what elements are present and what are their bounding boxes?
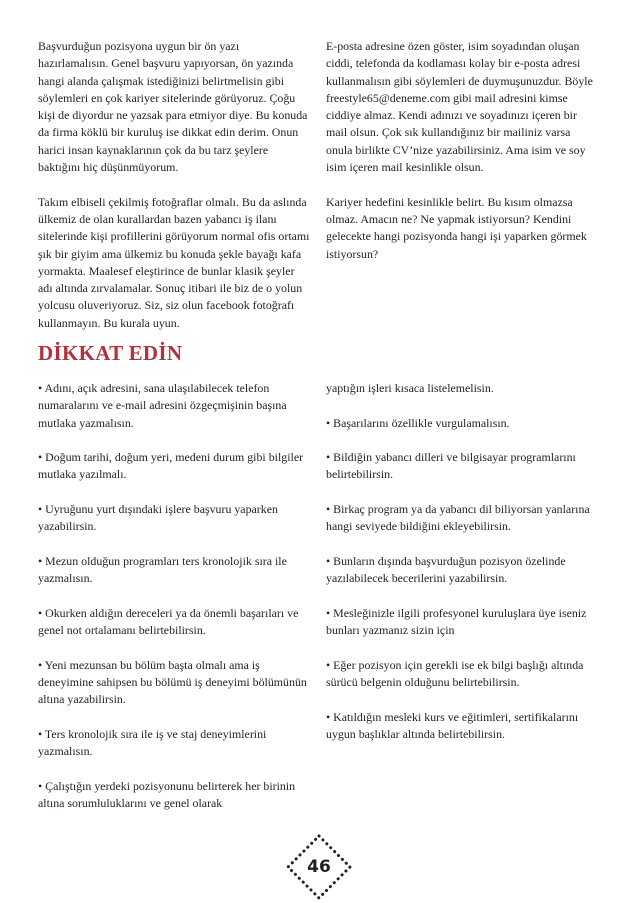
paragraph-cover-letter: Başvurduğun pozisyona uygun bir ön yazı hazırlamalısın. Genel başvuru yapıyorsan, ön yazında hangi alanda çalışmak istediğinizi belirtmelisin gibi söylemleri en çok kariyer sitelerinde görüyoruz. Çoğu kişi de diyordur ne yazsak para etmiyor diye. Bu konuda da firma köklü bir kuruluş ise dikkat edin derim. Onun harici insan kaynaklarının çok da bu tarz şeylere baktığını hiç düşünmüyorum. [38, 39, 308, 175]
list-item: • Bildiğin yabancı dilleri ve bilgisayar programlarını belirtebilirsin. [326, 450, 576, 482]
list-item: • Çalıştığın yerdeki pozisyonunu belirterek her birinin altına sorumluluklarını ve genel olarak [38, 778, 296, 811]
list-item: • Ters kronolojik sıra ile iş ve staj deneyimlerini yazmalısın. [38, 726, 267, 759]
list-item: • Doğum tarihi, doğum yeri, medeni durum gibi bilgiler mutlaka yazılmalı. [38, 450, 304, 482]
paragraph-photo: Takım elbiseli çekilmiş fotoğraflar olmalı. Bu da aslında ülkemiz de olan kurallardan bazen yabancı iş ilanı sitelerinde kişi profillerini görüyorum normal ofis ortamı şık bir giyim ama ülkemiz bu konuda şekle bayağı kafa yormakta. Maalesef eleştirince de bunlar klasik şeyler adı altında zırvalamalar. Sonuç itibari ile biz de o yolun yolcusu oluveriyoruz. Siz, siz olun facebook fotoğrafı kullanmayın. Bu kurala uyun. [38, 194, 310, 330]
page-number: 46 [307, 857, 331, 877]
list-item: • Uyruğunu yurt dışındaki işlere başvuru yaparken yazabilirsin. [38, 502, 278, 534]
bullet-list-left [38, 380, 310, 812]
paragraph-career-goal: Kariyer hedefini kesinlikle belirt. Bu kısım olmazsa olmaz. Amacın ne? Ne yapmak istiyorsun? Kendini gelecekte hangi pozisyonda hangi işi yaparken görmek istiyorsun? [326, 194, 587, 261]
page-number-badge [286, 834, 352, 900]
list-item: • Başarılarını özellikle vurgulamalısın. [326, 415, 510, 430]
bullet-list-right [326, 380, 598, 743]
list-item: • Bunların dışında başvurduğun pozisyon özelinde yazılabilecek becerilerini yazabilirsin. [326, 553, 566, 586]
section-heading: DİKKAT EDİN [38, 341, 183, 365]
list-item: yaptığın işleri kısaca listelemelisin. [326, 381, 494, 395]
list-item: • Yeni mezunsan bu bölüm başta olmalı ama iş deneyimine sahipsen bu bölümü iş deneyimi bölümünün altına yazabilirsin. [38, 657, 307, 707]
list-item: • Okurken aldığın dereceleri ya da önemli başarıları ve genel not ortalamanı belirtebilirsin. [38, 605, 299, 638]
list-item: • Birkaç program ya da yabancı dil biliyorsan yanlarına hangi seviyede bildiğini ekleyebilirsin. [326, 502, 590, 534]
paragraph-email: E-posta adresine özen göster, isim soyadından oluşan ciddi, telefonda da kodlaması kolay bir e-posta adresi kullanmalısın gibi söylemleri de duymuşunuzdur. Böyle freestyle65@deneme.com gibi mail adresini kimse ciddiye almaz. Kendi adınızı ve soyadınızı içeren bir mail olsun. Çok sık kullandığınız bir mailiniz varsa onula birlikte CV’nize yazabilirsiniz. Ama isim ve soy isim içeren mail kesinlikle olsun. [326, 39, 593, 175]
list-item: • Eğer pozisyon için gerekli ise ek bilgi başlığı altında sürücü belgenin olduğunu belirtebilirsin. [326, 657, 584, 690]
list-item: • Katıldığın mesleki kurs ve eğitimleri, sertifikalarını uygun başlıklar altında belirtebilirsin. [326, 709, 579, 741]
intro-column-left [38, 38, 310, 332]
list-item: • Mezun olduğun programları ters kronolojik sıra ile yazmalısın. [38, 553, 287, 586]
intro-column-right [326, 38, 598, 263]
list-item: • Mesleğinizle ilgili profesyonel kuruluşlara üye iseniz bunları yazmanız sizin için [326, 605, 587, 638]
list-item: • Adını, açık adresini, sana ulaşılabilecek telefon numaralarını ve e-mail adresini özgeçmişinin başına mutlaka yazmalısın. [38, 381, 287, 430]
